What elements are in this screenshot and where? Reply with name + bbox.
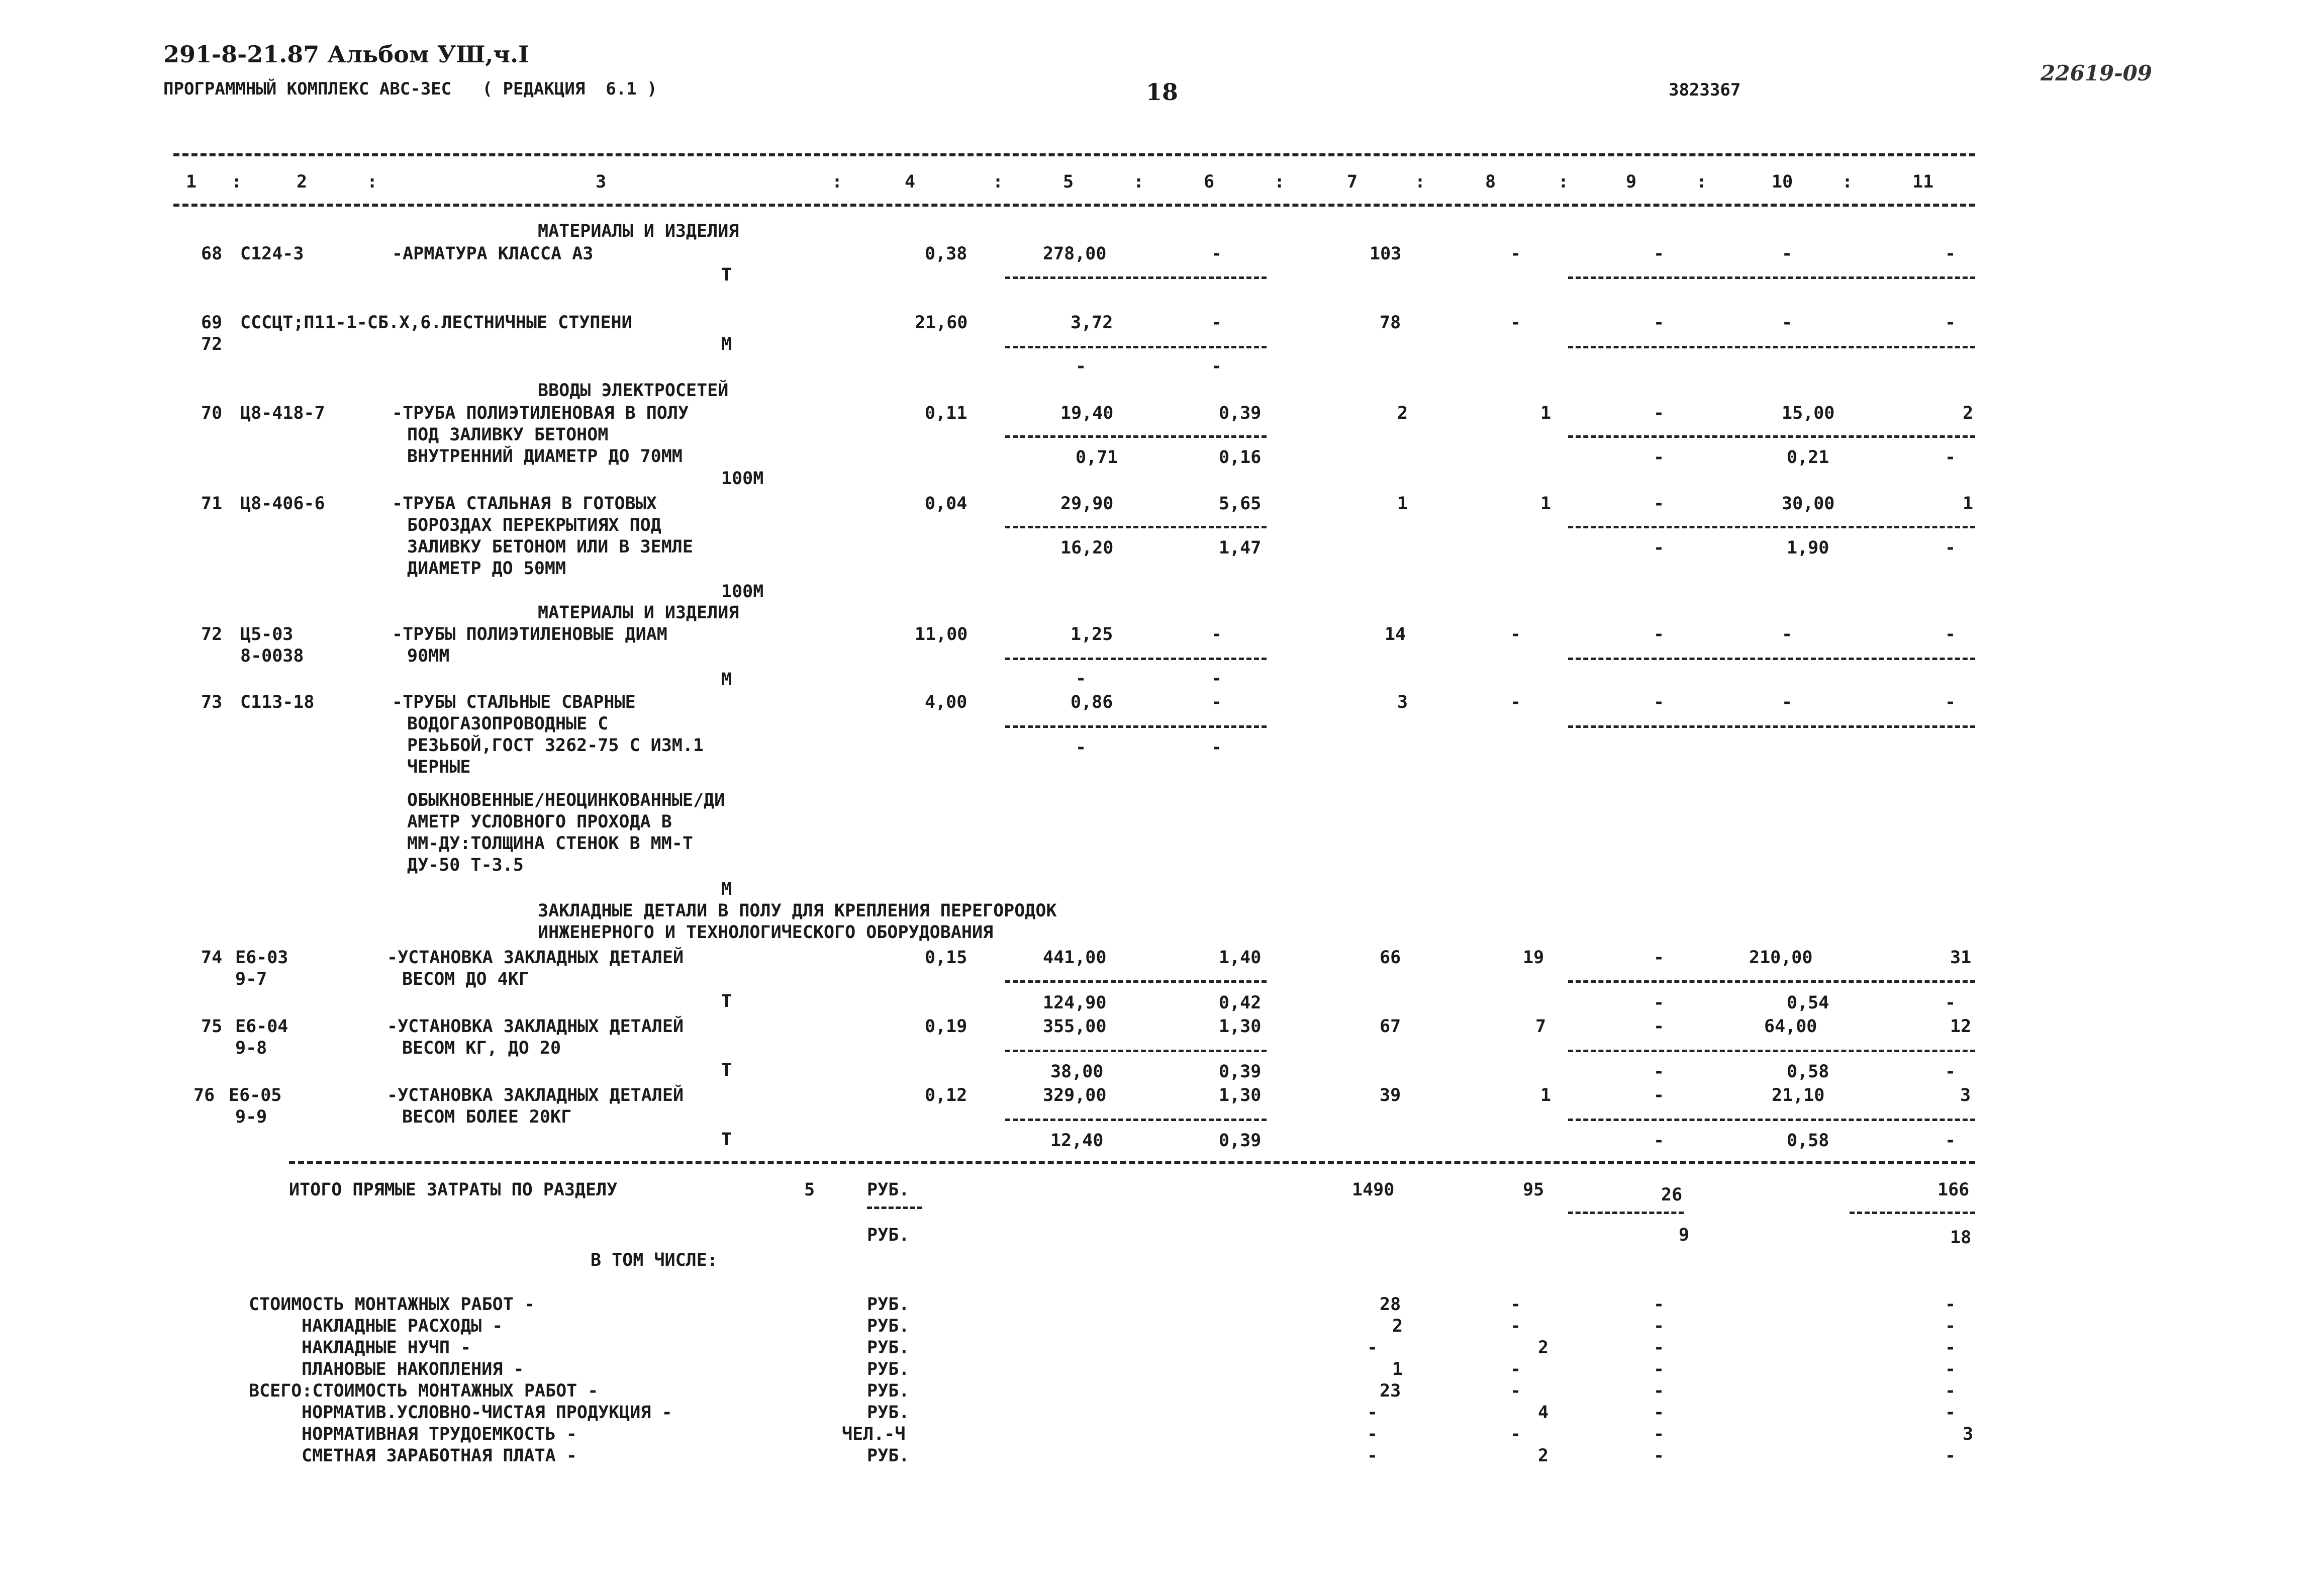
cell-c5: 441,00 — [1043, 948, 1107, 968]
cell-b5: - — [1076, 356, 1087, 377]
cell-c5: 278,00 — [1043, 244, 1107, 264]
col-10: 10 — [1772, 172, 1793, 192]
cell-c11: - — [1945, 313, 1956, 333]
summary-c7: - — [1367, 1424, 1378, 1444]
divider — [1005, 346, 1267, 348]
cell-c4: 11,00 — [915, 624, 968, 644]
summary-label: ВСЕГО:СТОИМОСТЬ МОНТАЖНЫХ РАБОТ - — [249, 1381, 599, 1401]
summary-c9: - — [1654, 1403, 1665, 1423]
cell-b10: 0,54 — [1787, 993, 1829, 1013]
cell-c10: - — [1782, 244, 1793, 264]
cell-b9: - — [1654, 538, 1665, 558]
col-sep: : — [832, 172, 843, 192]
col-sep: : — [1696, 172, 1707, 192]
cell-b9: - — [1654, 447, 1665, 468]
row-unit: 100М — [721, 582, 764, 602]
row-code: Е6-03 — [235, 948, 288, 968]
cell-c5: 29,90 — [1060, 494, 1114, 514]
cell-c9: - — [1654, 948, 1665, 968]
cell-c5: 3,72 — [1071, 313, 1113, 333]
cell-c7: 1 — [1397, 494, 1408, 514]
col-sep: : — [367, 172, 378, 192]
cell-b10: 1,90 — [1787, 538, 1829, 558]
cell-b5: - — [1076, 669, 1087, 689]
divider — [1568, 980, 1975, 983]
row-unit: Т — [721, 1060, 732, 1080]
totals-unit: РУБ. — [867, 1180, 910, 1200]
cell-b6: 1,47 — [1219, 538, 1262, 558]
cell-c10: 15,00 — [1782, 403, 1835, 423]
cell-b10: 0,21 — [1787, 447, 1829, 468]
cell-c4: 0,04 — [925, 494, 967, 514]
divider — [1568, 526, 1975, 528]
cell-c4: 0,11 — [925, 403, 967, 423]
summary-c8: - — [1510, 1424, 1521, 1444]
totals-rule — [289, 1161, 1975, 1164]
summary-label: НОРМАТИВНАЯ ТРУДОЕМКОСТЬ - — [302, 1424, 577, 1444]
row-unit: М — [721, 334, 732, 354]
cell-c8: - — [1510, 244, 1521, 264]
summary-c8: - — [1510, 1359, 1521, 1379]
divider — [867, 1207, 922, 1209]
row-number: 75 — [201, 1016, 223, 1037]
cell-c6: - — [1211, 313, 1222, 333]
cell-c8: - — [1510, 692, 1521, 712]
row-description: -УСТАНОВКА ЗАКЛАДНЫХ ДЕТАЛЕЙ — [387, 1085, 684, 1105]
cell-c10: 30,00 — [1782, 494, 1835, 514]
cell-c7: 66 — [1380, 948, 1401, 968]
summary-c9: - — [1654, 1446, 1665, 1466]
summary-c9: - — [1654, 1359, 1665, 1379]
section-heading: МАТЕРИАЛЫ И ИЗДЕЛИЯ — [538, 603, 739, 623]
cell-c11: - — [1945, 692, 1956, 712]
summary-c11: - — [1945, 1316, 1956, 1336]
divider — [1568, 658, 1975, 660]
divider — [1005, 980, 1267, 983]
cell-c7: 14 — [1385, 624, 1406, 644]
summary-label: СМЕТНАЯ ЗАРАБОТНАЯ ПЛАТА - — [302, 1446, 577, 1466]
row-description: ДУ-50 Т-3.5 — [407, 855, 524, 875]
summary-c7: 28 — [1380, 1294, 1401, 1315]
row-description: -АРМАТУРА КЛАССА А3 — [392, 244, 594, 264]
row-number: 74 — [201, 948, 223, 968]
divider — [1005, 725, 1267, 728]
row-unit: М — [721, 670, 732, 690]
summary-c8: 2 — [1538, 1338, 1549, 1358]
row-unit: Т — [721, 1130, 732, 1150]
totals-unit-2: РУБ. — [867, 1225, 910, 1245]
summary-c8: - — [1510, 1381, 1521, 1401]
cell-c5: 19,40 — [1060, 403, 1114, 423]
cell-c9: - — [1654, 1085, 1665, 1105]
summary-unit: РУБ. — [867, 1381, 910, 1401]
col-sep: : — [1133, 172, 1144, 192]
divider — [1850, 1212, 1975, 1214]
section-heading: ЗАКЛАДНЫЕ ДЕТАЛИ В ПОЛУ ДЛЯ КРЕПЛЕНИЯ ПЕРЕГОРОДОК — [538, 901, 1057, 921]
totals-b11: 18 — [1950, 1228, 1972, 1248]
row-description: -УСТАНОВКА ЗАКЛАДНЫХ ДЕТАЛЕЙ — [387, 948, 684, 968]
row-description: ЗАЛИВКУ БЕТОНОМ ИЛИ В ЗЕМЛЕ — [407, 537, 693, 557]
cell-b11: - — [1945, 1131, 1956, 1151]
totals-c8: 95 — [1523, 1180, 1544, 1200]
cell-c7: 78 — [1380, 313, 1401, 333]
row-unit: Т — [721, 991, 732, 1011]
summary-c11: - — [1945, 1403, 1956, 1423]
row-number: 73 — [201, 692, 223, 712]
divider — [1568, 276, 1975, 279]
cell-b10: 0,58 — [1787, 1062, 1829, 1082]
cell-c7: 39 — [1380, 1085, 1401, 1105]
cell-b6: - — [1211, 669, 1222, 689]
summary-c11: - — [1945, 1446, 1956, 1466]
cell-c4: 0,15 — [925, 948, 967, 968]
row-number: 68 — [201, 244, 223, 264]
summary-c8: 4 — [1538, 1403, 1549, 1423]
cell-b9: - — [1654, 1131, 1665, 1151]
program-line: ПРОГРАММНЫЙ КОМПЛЕКС АВС-3ЕС ( РЕДАКЦИЯ 6.1 ) — [163, 79, 657, 99]
cell-b5: 124,90 — [1043, 993, 1107, 1013]
divider — [1005, 1050, 1267, 1052]
col-sep: : — [1558, 172, 1569, 192]
divider — [1005, 435, 1267, 438]
row-number: 72 — [201, 624, 223, 644]
summary-unit: РУБ. — [867, 1403, 910, 1423]
row-number: 71 — [201, 494, 223, 514]
row-description: ОБЫКНОВЕННЫЕ/НЕОЦИНКОВАННЫЕ/ДИ — [407, 790, 725, 810]
row-description: -ТРУБЫ ПОЛИЭТИЛЕНОВЫЕ ДИАМ — [392, 624, 667, 644]
cell-c9: - — [1654, 1016, 1665, 1037]
row-description: ПОД ЗАЛИВКУ БЕТОНОМ — [407, 425, 609, 445]
cell-c8: - — [1510, 313, 1521, 333]
divider — [1568, 346, 1975, 348]
handwritten-number: 22619-09 — [2041, 61, 2152, 85]
row-description: ЧЕРНЫЕ — [407, 757, 471, 777]
cell-b10: 0,58 — [1787, 1131, 1829, 1151]
divider — [1005, 658, 1267, 660]
header-bottom-rule — [173, 204, 1975, 207]
cell-b9: - — [1654, 993, 1665, 1013]
cell-c9: - — [1654, 403, 1665, 423]
cell-c8: - — [1510, 624, 1521, 644]
col-sep: : — [1842, 172, 1853, 192]
divider — [1005, 1119, 1267, 1121]
row-number: 70 — [201, 403, 223, 423]
summary-c7: 23 — [1380, 1381, 1401, 1401]
divider — [1568, 435, 1975, 438]
cell-c10: - — [1782, 692, 1793, 712]
cell-b6: 0,16 — [1219, 447, 1262, 468]
cell-c4: 4,00 — [925, 692, 967, 712]
cell-c9: - — [1654, 494, 1665, 514]
cell-c7: 2 — [1397, 403, 1408, 423]
summary-c7: - — [1367, 1403, 1378, 1423]
row-description: -ТРУБА ПОЛИЭТИЛЕНОВАЯ В ПОЛУ — [392, 403, 689, 423]
cell-c5: 355,00 — [1043, 1016, 1107, 1037]
cell-c5: 1,25 — [1071, 624, 1113, 644]
divider — [1568, 1050, 1975, 1052]
row-code: С124-3 — [240, 244, 304, 264]
row-code: СССЦТ;П11-1-СБ.Х,6.ЛЕСТНИЧНЫЕ СТУПЕНИ — [240, 313, 632, 333]
summary-c11: - — [1945, 1359, 1956, 1379]
totals-section-number: 5 — [804, 1180, 815, 1200]
document-code: 3823367 — [1669, 80, 1741, 100]
row-code-extra: 9-9 — [235, 1107, 267, 1127]
cell-c6: - — [1211, 624, 1222, 644]
col-sep: : — [1274, 172, 1285, 192]
section-heading: МАТЕРИАЛЫ И ИЗДЕЛИЯ — [538, 221, 739, 241]
col-6: 6 — [1204, 172, 1215, 192]
row-code-extra: 9-8 — [235, 1038, 267, 1058]
cell-c8: 7 — [1535, 1016, 1546, 1037]
summary-unit: РУБ. — [867, 1359, 910, 1379]
cell-b6: 0,39 — [1219, 1062, 1262, 1082]
cell-b6: 0,39 — [1219, 1131, 1262, 1151]
row-description: ВЕСОМ ДО 4КГ — [402, 969, 529, 989]
cell-c9: - — [1654, 244, 1665, 264]
divider — [1568, 725, 1975, 728]
totals-label: ИТОГО ПРЯМЫЕ ЗАТРАТЫ ПО РАЗДЕЛУ — [289, 1180, 618, 1200]
cell-b11: - — [1945, 447, 1956, 468]
cell-c10: - — [1782, 624, 1793, 644]
col-5: 5 — [1063, 172, 1074, 192]
cell-c6: 1,30 — [1219, 1085, 1262, 1105]
cell-c5: 0,86 — [1071, 692, 1113, 712]
summary-unit: РУБ. — [867, 1338, 910, 1358]
cell-c11: - — [1945, 624, 1956, 644]
cell-c6: - — [1211, 692, 1222, 712]
divider — [1568, 1119, 1975, 1121]
cell-c11: 2 — [1963, 403, 1974, 423]
section-heading: ВВОДЫ ЭЛЕКТРОСЕТЕЙ — [538, 381, 729, 401]
cell-b11: - — [1945, 538, 1956, 558]
cell-c6: 5,65 — [1219, 494, 1262, 514]
totals-b9: 9 — [1679, 1225, 1690, 1245]
row-description: 90ММ — [407, 646, 450, 666]
cell-c6: 1,30 — [1219, 1016, 1262, 1037]
cell-b11: - — [1945, 993, 1956, 1013]
summary-c11: - — [1945, 1294, 1956, 1315]
cell-c4: 0,19 — [925, 1016, 967, 1037]
divider — [1005, 276, 1267, 279]
col-4: 4 — [905, 172, 916, 192]
summary-label: НАКЛАДНЫЕ НУЧП - — [302, 1338, 471, 1358]
col-1: 1 — [186, 172, 197, 192]
summary-unit: РУБ. — [867, 1316, 910, 1336]
cell-b5: - — [1076, 737, 1087, 758]
row-description: -ТРУБЫ СТАЛЬНЫЕ СВАРНЫЕ — [392, 692, 636, 712]
page-number: 18 — [1146, 78, 1179, 106]
row-code: Ц5-03 — [240, 624, 294, 644]
row-description: ДИАМЕТР ДО 50ММ — [407, 559, 566, 579]
summary-c9: - — [1654, 1338, 1665, 1358]
row-unit: Т — [721, 265, 732, 285]
cell-c8: 19 — [1523, 948, 1544, 968]
summary-c11: - — [1945, 1338, 1956, 1358]
section-heading: ИНЖЕНЕРНОГО И ТЕХНОЛОГИЧЕСКОГО ОБОРУДОВАНИЯ — [538, 922, 994, 943]
cell-c7: 67 — [1380, 1016, 1401, 1037]
row-code-extra: 72 — [201, 334, 223, 354]
col-8: 8 — [1485, 172, 1496, 192]
summary-c7: 1 — [1392, 1359, 1403, 1379]
cell-b6: 0,42 — [1219, 993, 1262, 1013]
cell-b5: 12,40 — [1050, 1131, 1104, 1151]
cell-c11: 3 — [1960, 1085, 1971, 1105]
summary-c8: 2 — [1538, 1446, 1549, 1466]
row-number: 69 — [201, 313, 223, 333]
cell-c9: - — [1654, 313, 1665, 333]
cell-c8: 1 — [1540, 494, 1552, 514]
row-unit: М — [721, 879, 732, 899]
album-title: 291-8-21.87 Альбом УШ,ч.I — [163, 41, 529, 68]
col-9: 9 — [1626, 172, 1637, 192]
summary-unit: ЧЕЛ.-Ч — [842, 1424, 906, 1444]
cell-c11: 12 — [1950, 1016, 1972, 1037]
cell-c10: 21,10 — [1772, 1085, 1825, 1105]
totals-c7: 1490 — [1352, 1180, 1395, 1200]
row-description: РЕЗЬБОЙ,ГОСТ 3262-75 С ИЗМ.1 — [407, 735, 704, 756]
row-description: АМЕТР УСЛОВНОГО ПРОХОДА В — [407, 812, 672, 832]
cell-c10: 64,00 — [1764, 1016, 1817, 1037]
summary-c7: - — [1367, 1446, 1378, 1466]
col-sep: : — [993, 172, 1004, 192]
row-description: ВЕСОМ КГ, ДО 20 — [402, 1038, 561, 1058]
cell-c11: 1 — [1963, 494, 1974, 514]
cell-c10: - — [1782, 313, 1793, 333]
cell-c7: 103 — [1370, 244, 1402, 264]
row-description: -ТРУБА СТАЛЬНАЯ В ГОТОВЫХ — [392, 494, 657, 514]
row-description: БОРОЗДАХ ПЕРЕКРЫТИЯХ ПОД — [407, 515, 661, 535]
totals-c9: 26 — [1661, 1185, 1683, 1205]
including-heading: В ТОМ ЧИСЛЕ: — [591, 1250, 718, 1270]
cell-c10: 210,00 — [1749, 948, 1813, 968]
cell-b5: 16,20 — [1060, 538, 1114, 558]
row-unit: 100М — [721, 469, 764, 489]
row-description: ВЕСОМ БОЛЕЕ 20КГ — [402, 1107, 572, 1127]
summary-c8: - — [1510, 1294, 1521, 1315]
row-code: Ц8-406-6 — [240, 494, 325, 514]
col-sep: : — [231, 172, 242, 192]
cell-c9: - — [1654, 692, 1665, 712]
summary-c8: - — [1510, 1316, 1521, 1336]
cell-c8: 1 — [1540, 1085, 1552, 1105]
cell-b5: 0,71 — [1076, 447, 1118, 468]
row-code-extra: 9-7 — [235, 969, 267, 989]
cell-c7: 3 — [1397, 692, 1408, 712]
row-description: ВОДОГАЗОПРОВОДНЫЕ С — [407, 714, 609, 734]
cell-c11: - — [1945, 244, 1956, 264]
cell-c6: - — [1211, 244, 1222, 264]
summary-c11: 3 — [1963, 1424, 1974, 1444]
row-description: -УСТАНОВКА ЗАКЛАДНЫХ ДЕТАЛЕЙ — [387, 1016, 684, 1037]
summary-unit: РУБ. — [867, 1294, 910, 1315]
row-code: Е6-05 — [229, 1085, 282, 1105]
cell-b6: - — [1211, 737, 1222, 758]
row-code: С113-18 — [240, 692, 315, 712]
cell-b5: 38,00 — [1050, 1062, 1104, 1082]
row-code-extra: 8-0038 — [240, 646, 304, 666]
summary-label: ПЛАНОВЫЕ НАКОПЛЕНИЯ - — [302, 1359, 524, 1379]
col-11: 11 — [1912, 172, 1934, 192]
summary-c9: - — [1654, 1294, 1665, 1315]
cell-b11: - — [1945, 1062, 1956, 1082]
totals-c11: 166 — [1938, 1180, 1970, 1200]
cell-c4: 0,12 — [925, 1085, 967, 1105]
col-3: 3 — [596, 172, 607, 192]
row-description: ВНУТРЕННИЙ ДИАМЕТР ДО 70ММ — [407, 446, 683, 467]
summary-label: НОРМАТИВ.УСЛОВНО-ЧИСТАЯ ПРОДУКЦИЯ - — [302, 1403, 672, 1423]
row-description: ММ-ДУ:ТОЛЩИНА СТЕНОК В ММ-Т — [407, 833, 693, 854]
cell-c8: 1 — [1540, 403, 1552, 423]
divider — [1568, 1212, 1684, 1214]
row-code: Е6-04 — [235, 1016, 288, 1037]
cell-c6: 1,40 — [1219, 948, 1262, 968]
summary-c9: - — [1654, 1424, 1665, 1444]
summary-label: СТОИМОСТЬ МОНТАЖНЫХ РАБОТ - — [249, 1294, 535, 1315]
cell-b9: - — [1654, 1062, 1665, 1082]
summary-c9: - — [1654, 1381, 1665, 1401]
cell-b6: - — [1211, 356, 1222, 377]
col-sep: : — [1415, 172, 1426, 192]
row-number: 76 — [193, 1085, 215, 1105]
cell-c5: 329,00 — [1043, 1085, 1107, 1105]
cell-c11: 31 — [1950, 948, 1972, 968]
summary-label: НАКЛАДНЫЕ РАСХОДЫ - — [302, 1316, 503, 1336]
col-2: 2 — [297, 172, 308, 192]
divider — [1005, 526, 1267, 528]
summary-c9: - — [1654, 1316, 1665, 1336]
header-top-rule — [173, 153, 1975, 156]
row-code: Ц8-418-7 — [240, 403, 325, 423]
cell-c6: 0,39 — [1219, 403, 1262, 423]
summary-c11: - — [1945, 1381, 1956, 1401]
cell-c4: 0,38 — [925, 244, 967, 264]
col-7: 7 — [1347, 172, 1358, 192]
summary-unit: РУБ. — [867, 1446, 910, 1466]
cell-c9: - — [1654, 624, 1665, 644]
summary-c7: 2 — [1392, 1316, 1403, 1336]
cell-c4: 21,60 — [915, 313, 968, 333]
summary-c7: - — [1367, 1338, 1378, 1358]
